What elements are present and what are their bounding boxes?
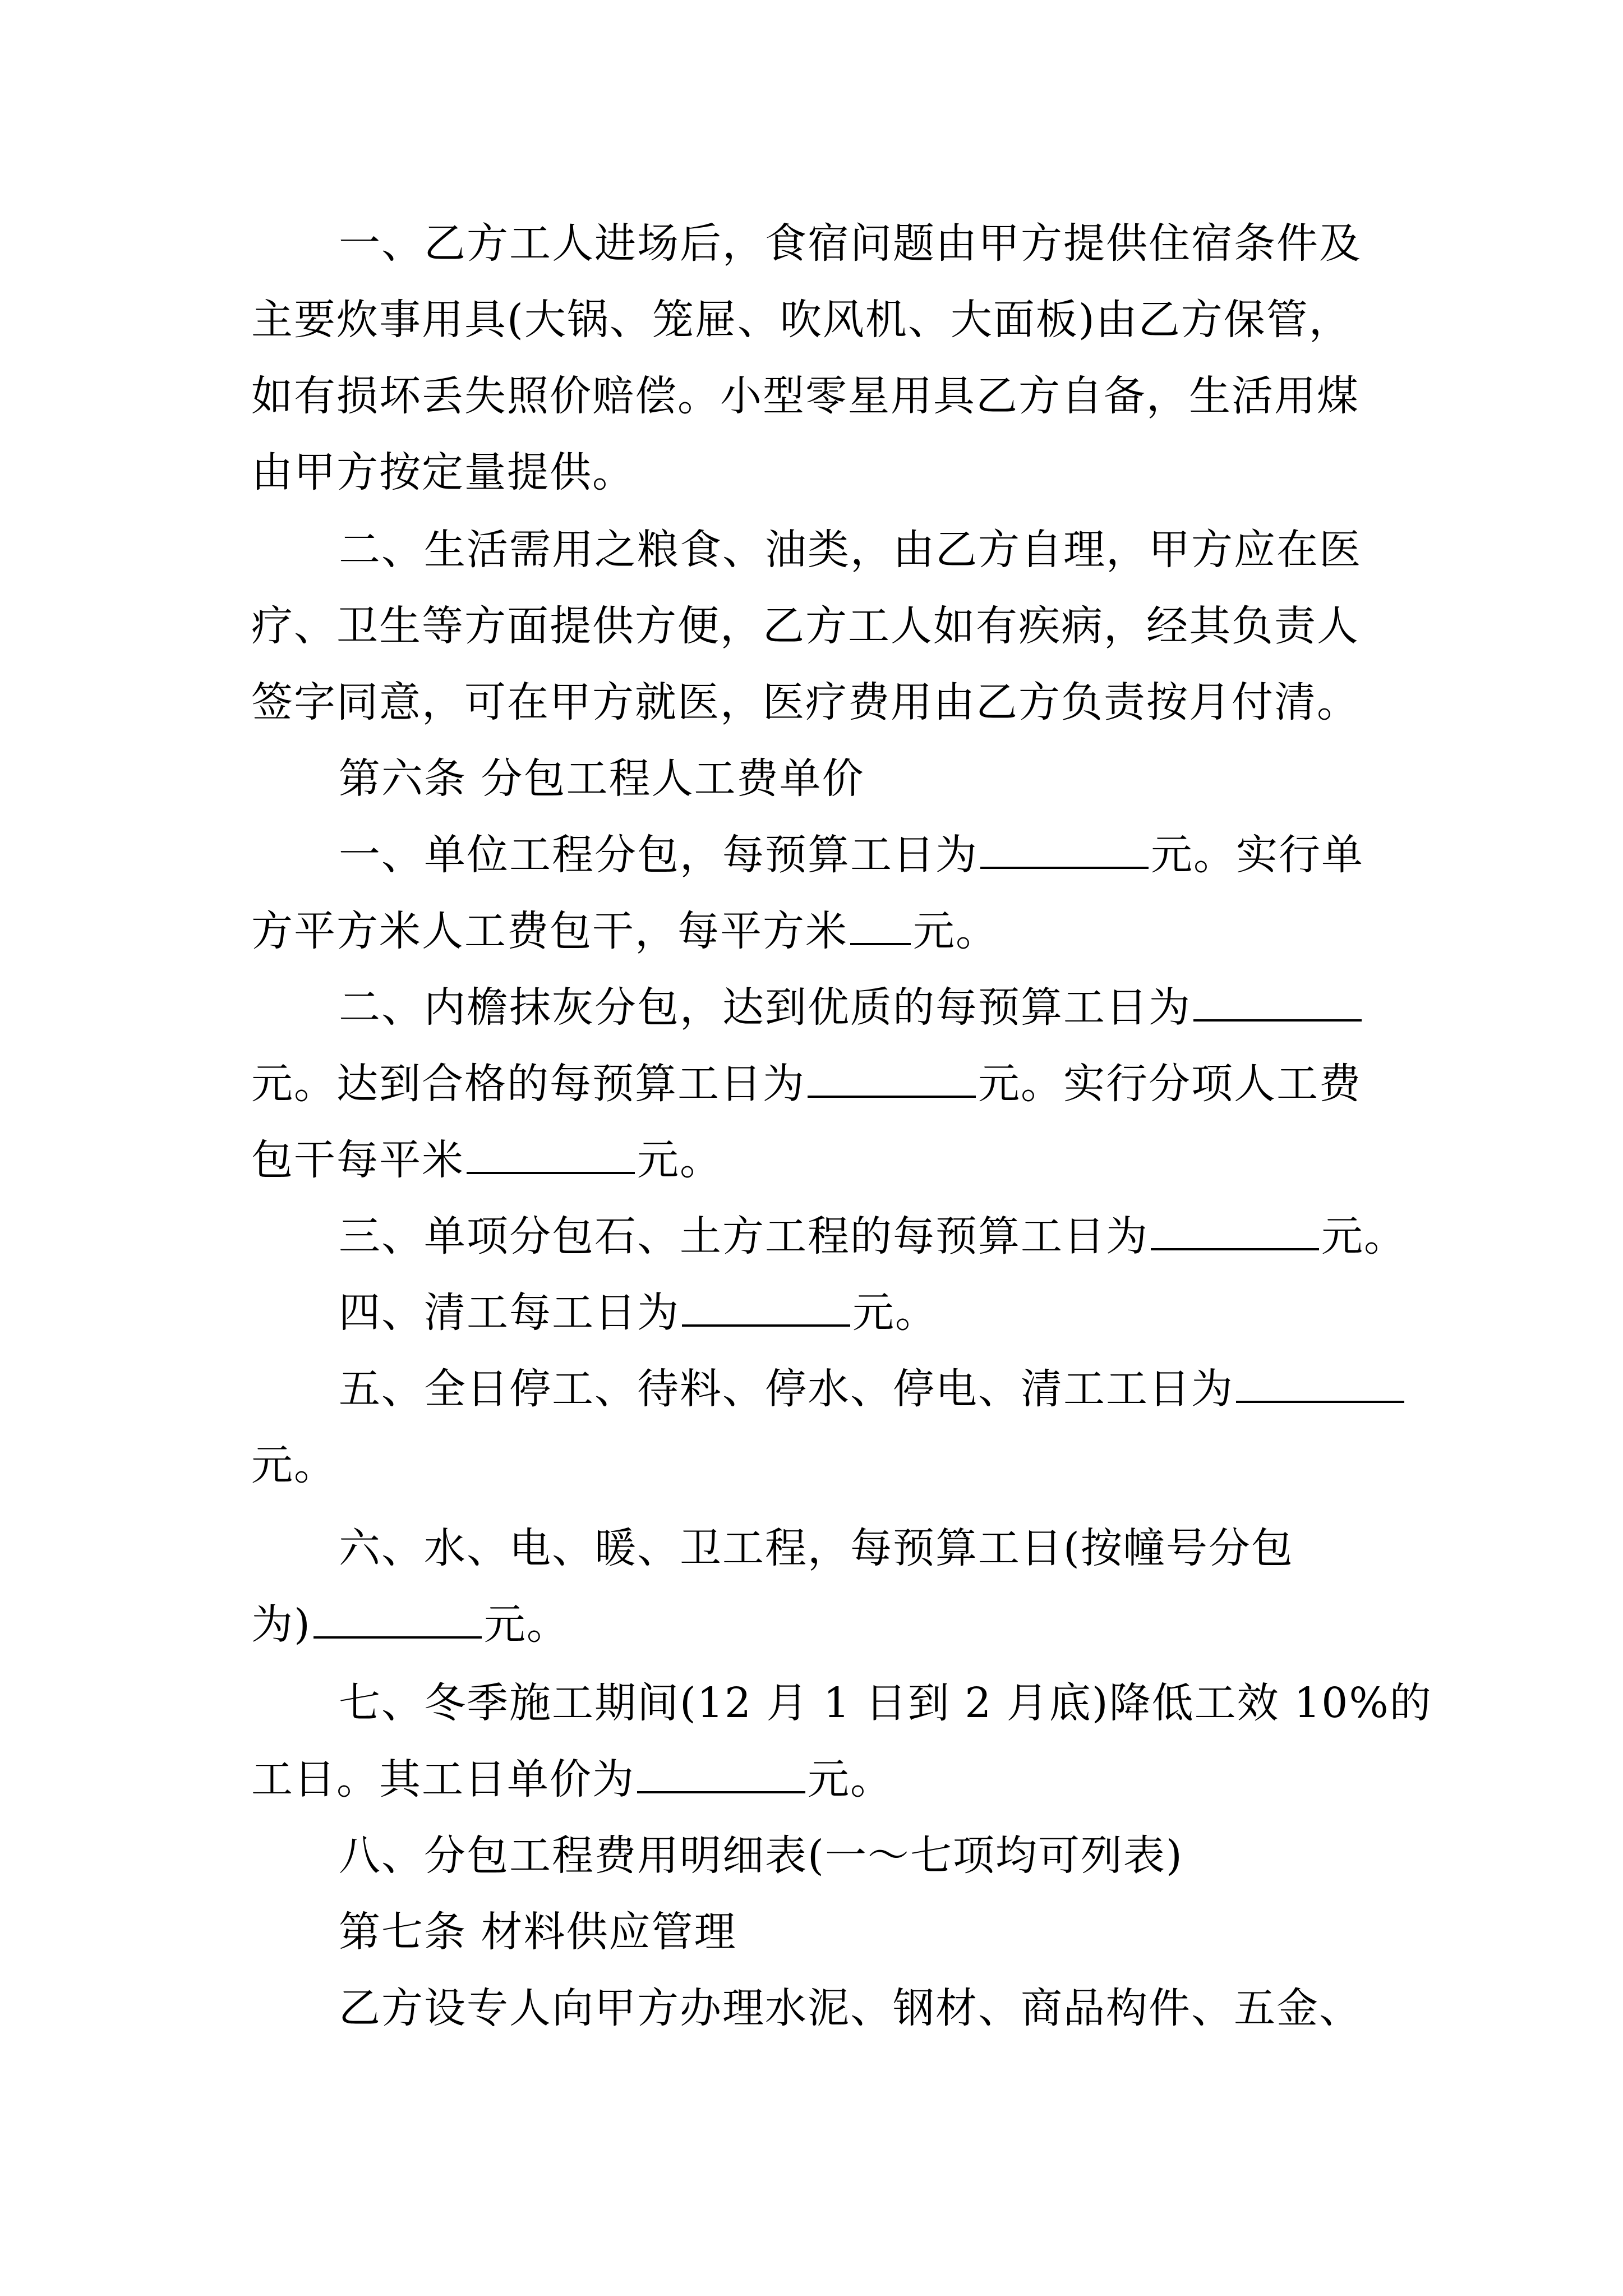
fill-in-blank bbox=[850, 906, 911, 945]
paragraph-1-line-3: 如有损坏丢失照价赔偿。小型零星用具乙方自备，生活用煤 bbox=[251, 372, 1359, 420]
article-6-item-1-line-1 bbox=[339, 827, 1364, 883]
article-6-item-1-line-2 bbox=[251, 903, 998, 959]
item-2-text-b: 元。达到合格的每预算工日为 bbox=[251, 1060, 805, 1108]
item-2-text-d: 包干每平米 bbox=[251, 1136, 464, 1184]
article-6-item-2-line-1 bbox=[339, 979, 1364, 1036]
item-1-text-d: 元。 bbox=[913, 907, 998, 955]
item-6-text-c: 元。 bbox=[483, 1600, 569, 1649]
paragraph-1-line-4: 由甲方按定量提供。 bbox=[251, 448, 635, 496]
fill-in-blank bbox=[1236, 1364, 1404, 1403]
fill-in-blank bbox=[313, 1599, 482, 1639]
item-5-text-a: 五、全日停工、待料、停水、停电、清工工日为 bbox=[339, 1365, 1234, 1413]
fill-in-blank bbox=[682, 1287, 850, 1327]
item-1-text-a: 一、单位工程分包，每预算工日为 bbox=[339, 831, 978, 879]
item-6-text-b: 为) bbox=[251, 1600, 311, 1649]
fill-in-blank bbox=[467, 1135, 635, 1174]
article-6-item-4 bbox=[339, 1285, 938, 1341]
article-6-item-8: 八、分包工程费用明细表(一～七项均可列表) bbox=[339, 1832, 1183, 1880]
item-7-text-b: 工日。其工日单价为 bbox=[251, 1755, 635, 1803]
item-2-text-c: 元。实行分项人工费 bbox=[978, 1060, 1362, 1108]
fill-in-blank bbox=[1151, 1211, 1319, 1250]
article-6-item-6-line-1: 六、水、电、暖、卫工程，每预算工日(按幢号分包 bbox=[339, 1524, 1294, 1572]
article-6-item-5-line-1 bbox=[339, 1361, 1407, 1417]
item-2-text-e: 元。 bbox=[637, 1136, 722, 1184]
article-6-heading: 第六条 分包工程人工费单价 bbox=[339, 754, 865, 803]
article-7-heading: 第七条 材料供应管理 bbox=[339, 1908, 737, 1956]
item-4-text-b: 元。 bbox=[852, 1289, 938, 1337]
article-6-item-5-line-2: 元。 bbox=[251, 1441, 336, 1489]
article-7-line-1: 乙方设专人向甲方办理水泥、钢材、商品构件、五金、 bbox=[339, 1984, 1362, 2032]
article-6-item-2-line-3 bbox=[251, 1132, 722, 1188]
article-6-item-7-line-1: 七、冬季施工期间(12 月 1 日到 2 月底)降低工效 10%的 bbox=[339, 1679, 1432, 1727]
fill-in-blank bbox=[1193, 982, 1362, 1022]
paragraph-1-line-1: 一、乙方工人进场后，食宿问题由甲方提供住宿条件及 bbox=[339, 219, 1362, 268]
paragraph-1-line-2: 主要炊事用具(大锅、笼屉、吹风机、大面板)由乙方保管， bbox=[251, 296, 1352, 344]
article-6-item-7-line-2 bbox=[251, 1751, 893, 1807]
article-6-item-2-line-2 bbox=[251, 1056, 1362, 1112]
item-4-text-a: 四、清工每工日为 bbox=[339, 1289, 680, 1337]
article-6-item-6-line-2 bbox=[251, 1596, 569, 1653]
paragraph-2-line-3: 签字同意，可在甲方就医，医疗费用由乙方负责按月付清。 bbox=[251, 678, 1359, 726]
item-2-text-a: 二、内檐抹灰分包，达到优质的每预算工日为 bbox=[339, 983, 1191, 1032]
item-3-text-a: 三、单项分包石、土方工程的每预算工日为 bbox=[339, 1212, 1149, 1260]
paragraph-2-line-1: 二、生活需用之粮食、油类，由乙方自理，甲方应在医 bbox=[339, 526, 1362, 574]
item-7-text-c: 元。 bbox=[808, 1755, 893, 1803]
fill-in-blank bbox=[637, 1754, 805, 1793]
item-1-text-c: 方平方米人工费包干，每平方米 bbox=[251, 907, 848, 955]
item-1-text-b: 元。实行单 bbox=[1151, 831, 1364, 879]
item-3-text-b: 元。 bbox=[1321, 1212, 1407, 1260]
paragraph-2-line-2: 疗、卫生等方面提供方便，乙方工人如有疾病，经其负责人 bbox=[251, 602, 1359, 650]
fill-in-blank bbox=[980, 830, 1149, 869]
article-6-item-3 bbox=[339, 1208, 1407, 1264]
fill-in-blank bbox=[808, 1059, 976, 1098]
